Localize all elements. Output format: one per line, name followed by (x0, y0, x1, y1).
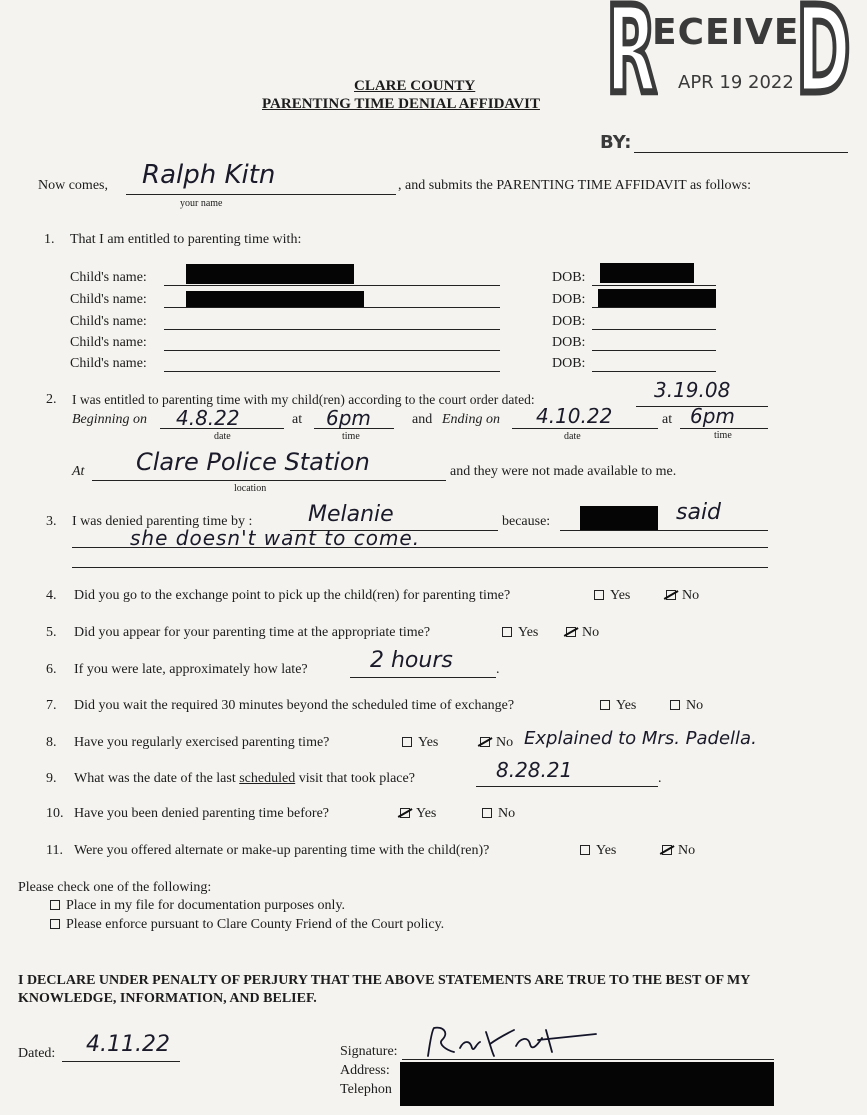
yes-label: Yes (596, 843, 617, 858)
header-title: PARENTING TIME DENIAL AFFIDAVIT (262, 96, 540, 112)
begin-time-value: 6pm (326, 406, 371, 430)
header-county: CLARE COUNTY (354, 78, 476, 94)
option-enforce-label: Please enforce pursuant to Clare County Friend of the Court policy. (66, 917, 445, 932)
checkbox-checked[interactable] (666, 590, 676, 600)
signature-label: Signature: (340, 1044, 398, 1059)
order-date-value: 3.19.08 (654, 378, 731, 402)
no-label: No (682, 588, 700, 603)
checkbox[interactable] (402, 737, 412, 747)
stamp-date: APR 19 2022 (678, 72, 794, 93)
child-label: Child's name: (70, 335, 147, 350)
declaration-line-1: I DECLARE UNDER PENALTY OF PERJURY THAT THE ABOVE STATEMENTS ARE TRUE TO THE BEST OF MY (18, 973, 751, 988)
intro-name-value[interactable]: Ralph Kitn (142, 160, 276, 190)
child-name-field[interactable] (164, 329, 500, 330)
q7-number: 7. (46, 698, 57, 713)
checkbox[interactable] (594, 590, 604, 600)
because-value-2: she doesn't want to come. (130, 526, 421, 550)
q4-text: Did you go to the exchange point to pick up the child(ren) for parenting time? (74, 588, 511, 603)
yes-label: Yes (518, 625, 539, 640)
location-field[interactable] (92, 480, 446, 481)
last-visit-value: 8.28.21 (496, 758, 573, 782)
dob-field[interactable] (592, 307, 716, 308)
q1-text: That I am entitled to parenting time with: (70, 232, 302, 247)
last-visit-field[interactable] (476, 786, 658, 787)
no-label: No (498, 806, 516, 821)
location-value: Clare Police Station (136, 448, 370, 476)
checkbox-checked[interactable] (400, 808, 410, 818)
checkbox-checked[interactable] (662, 845, 672, 855)
dob-field[interactable] (592, 329, 716, 330)
q6-text: If you were late, approximately how late? (74, 662, 308, 677)
yes-label: Yes (616, 698, 637, 713)
yes-label: Yes (610, 588, 631, 603)
q3-text: I was denied parenting time by : (72, 514, 253, 529)
location-caption: location (234, 483, 267, 494)
q6-number: 6. (46, 662, 57, 677)
q9-text-post: visit that took place? (295, 771, 415, 786)
child-name-redaction (186, 264, 354, 284)
stamp-received-text: ECEIVE (652, 12, 800, 53)
q7-text: Did you wait the required 30 minutes beyond the scheduled time of exchange? (74, 698, 515, 713)
signature-scribble (420, 1022, 620, 1062)
telephone-label: Telephon (340, 1082, 392, 1097)
ending-label: Ending on (442, 412, 500, 427)
stamp-by-label: BY: (600, 132, 632, 153)
q11-yes-option[interactable] (580, 843, 616, 859)
address-label: Address: (340, 1063, 390, 1078)
checkbox[interactable] (580, 845, 590, 855)
dob-label: DOB: (552, 270, 586, 285)
q7-yes-option[interactable] (600, 698, 636, 714)
q11-text: Were you offered alternate or make-up parenting time with the child(ren)? (74, 843, 490, 858)
option-documentation-label: Place in my file for documentation purposes only. (66, 898, 346, 913)
declaration-line-2: KNOWLEDGE, INFORMATION, AND BELIEF. (18, 991, 317, 1006)
child-name-field[interactable] (164, 285, 500, 286)
q10-text: Have you been denied parenting time before? (74, 806, 330, 821)
q8-note: Explained to Mrs. Padella. (524, 728, 757, 749)
intro-name-line (126, 194, 396, 195)
and-label: and (412, 412, 433, 427)
q5-text: Did you appear for your parenting time at the appropriate time? (74, 625, 431, 640)
checkbox-checked[interactable] (566, 627, 576, 637)
checkbox[interactable] (50, 900, 60, 910)
dob-redaction (598, 289, 716, 307)
child-label: Child's name: (70, 314, 147, 329)
dob-redaction (600, 263, 694, 283)
end-time-field[interactable] (680, 428, 768, 429)
q4-yes-option[interactable] (594, 588, 630, 604)
stamp-by-line (634, 152, 848, 153)
child-name-redaction (186, 291, 364, 307)
intro-prefix: Now comes, (38, 178, 108, 193)
q3-number: 3. (46, 514, 57, 529)
q8-text: Have you regularly exercised parenting time? (74, 735, 330, 750)
q11-no-option[interactable] (662, 843, 695, 859)
q10-number: 10. (46, 806, 64, 821)
denied-by-value: Melanie (308, 502, 394, 527)
option-enforce[interactable] (50, 917, 444, 933)
q9-number: 9. (46, 771, 57, 786)
at-location-label: At (72, 464, 85, 479)
address-telephone-redaction (400, 1062, 774, 1106)
q5-number: 5. (46, 625, 57, 640)
how-late-value: 2 hours (370, 648, 453, 673)
end-time-caption: time (714, 430, 732, 441)
q2-number: 2. (46, 392, 57, 407)
q2-text: I was entitled to parenting time with my child(ren) according to the court order dated: (72, 392, 535, 407)
dated-value: 4.11.22 (86, 1032, 170, 1057)
no-label: No (496, 735, 514, 750)
dob-field[interactable] (592, 371, 716, 372)
q11-number: 11. (46, 843, 63, 858)
q1-number: 1. (44, 232, 55, 247)
dob-label: DOB: (552, 335, 586, 350)
child-label: Child's name: (70, 270, 147, 285)
q10-yes-option[interactable] (400, 806, 436, 822)
how-late-field[interactable] (350, 677, 496, 678)
because-redaction (580, 506, 658, 530)
q8-number: 8. (46, 735, 57, 750)
q9-text-scheduled: scheduled (239, 771, 296, 786)
child-name-field[interactable] (164, 350, 500, 351)
checkbox-checked[interactable] (480, 737, 490, 747)
q9-period: . (658, 771, 662, 786)
dob-label: DOB: (552, 292, 586, 307)
end-date-value: 4.10.22 (536, 404, 613, 428)
q9-text-pre: What was the date of the last (74, 771, 240, 786)
because-field[interactable] (560, 530, 768, 531)
checkbox[interactable] (600, 700, 610, 710)
child-label: Child's name: (70, 356, 147, 371)
dob-label: DOB: (552, 356, 586, 371)
intro-name-caption: your name (180, 198, 223, 209)
dated-field[interactable] (62, 1061, 180, 1062)
stamp-letter-d: D (796, 0, 851, 121)
q8-no-option[interactable] (480, 735, 513, 751)
option-documentation[interactable] (50, 898, 345, 914)
intro-suffix: , and submits the PARENTING TIME AFFIDAVIT as follows: (398, 178, 752, 193)
begin-date-value: 4.8.22 (176, 406, 240, 430)
q9-text (74, 771, 415, 787)
dob-field[interactable] (592, 350, 716, 351)
child-name-field[interactable] (164, 371, 500, 372)
end-time-value: 6pm (690, 404, 735, 428)
child-name-field[interactable] (164, 307, 500, 308)
no-label: No (678, 843, 696, 858)
received-stamp (600, 0, 860, 156)
q5-no-option[interactable] (566, 625, 599, 641)
check-one-title: Please check one of the following: (18, 880, 212, 895)
dated-label: Dated: (18, 1046, 56, 1061)
yes-label: Yes (418, 735, 439, 750)
dob-label: DOB: (552, 314, 586, 329)
at-label-1: at (292, 412, 303, 427)
q4-number: 4. (46, 588, 57, 603)
q4-no-option[interactable] (666, 588, 699, 604)
beginning-label: Beginning on (72, 412, 148, 427)
checkbox[interactable] (502, 627, 512, 637)
begin-date-caption: date (214, 431, 231, 442)
checkbox[interactable] (670, 700, 680, 710)
no-label: No (686, 698, 704, 713)
at-label-2: at (662, 412, 673, 427)
dob-field[interactable] (592, 285, 716, 286)
q6-period: . (496, 662, 500, 677)
end-date-caption: date (564, 431, 581, 442)
because-value-1: said (676, 500, 722, 525)
checkbox[interactable] (50, 919, 60, 929)
q5-yes-option[interactable] (502, 625, 538, 641)
q2-tail: and they were not made available to me. (450, 464, 677, 479)
because-label: because: (502, 514, 551, 529)
end-date-field[interactable] (512, 428, 658, 429)
child-label: Child's name: (70, 292, 147, 307)
q8-yes-option[interactable] (402, 735, 438, 751)
yes-label: Yes (416, 806, 437, 821)
no-label: No (582, 625, 600, 640)
stamp-letter-r: R (606, 0, 657, 121)
q7-no-option[interactable] (670, 698, 703, 714)
q10-no-option[interactable] (482, 806, 515, 822)
checkbox[interactable] (482, 808, 492, 818)
begin-time-caption: time (342, 431, 360, 442)
because-line-3[interactable] (72, 567, 768, 568)
